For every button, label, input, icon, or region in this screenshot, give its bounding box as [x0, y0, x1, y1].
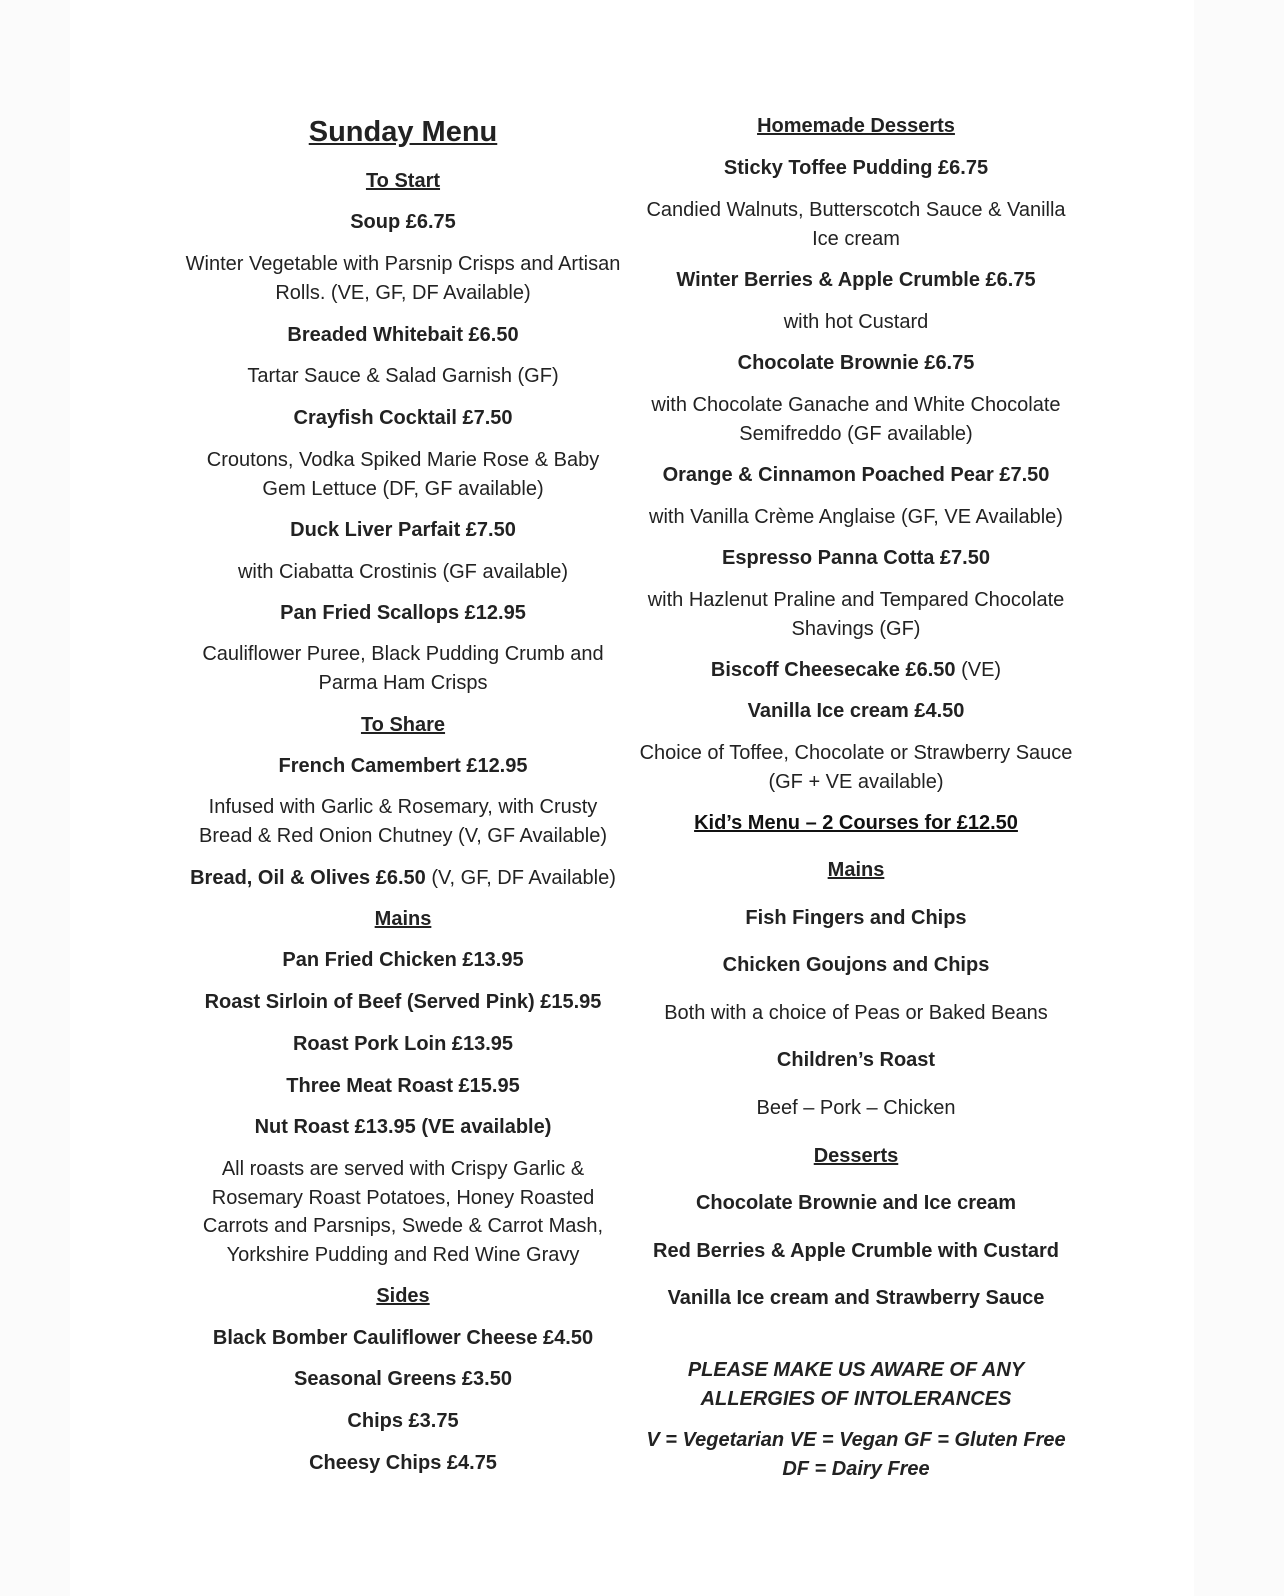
menu-item-desc: Choice of Toffee, Chocolate or Strawberry Sauce (GF + VE available)	[639, 742, 1073, 793]
menu-item-desc: with Hazlenut Praline and Tempared Chocolate Shavings (GF)	[647, 589, 1065, 640]
menu-item-name: Chips £3.75	[347, 1410, 459, 1432]
menu-item-name: Crayfish Cocktail £7.50	[293, 407, 513, 429]
menu-item-name: Vanilla Ice cream £4.50	[747, 700, 965, 722]
menu-item-name: Cheesy Chips £4.75	[309, 1452, 497, 1474]
menu-item-name: Winter Berries & Apple Crumble £6.75	[676, 269, 1036, 291]
kids-item: Chocolate Brownie and Ice cream	[695, 1192, 1017, 1214]
menu-item-name: Biscoff Cheesecake £6.50	[710, 659, 956, 681]
menu-item	[626, 656, 1086, 685]
menu-item-name: Espresso Panna Cotta £7.50	[722, 547, 990, 569]
menu-item-name: French Camembert £12.95	[278, 755, 528, 777]
menu-item-desc: with hot Custard	[783, 311, 929, 333]
menu-item-name: Breaded Whitebait £6.50	[287, 324, 519, 346]
kids-desserts-heading: Desserts	[813, 1145, 899, 1167]
menu-item-name: Bread, Oil & Olives £6.50	[190, 867, 426, 889]
section-heading-to-share: To Share	[360, 714, 446, 736]
section-heading-desserts: Homemade Desserts	[757, 115, 955, 137]
menu-item-name: Roast Pork Loin £13.95	[292, 1033, 514, 1055]
kids-item: Vanilla Ice cream and Strawberry Sauce	[667, 1287, 1045, 1309]
mains-note: All roasts are served with Crispy Garlic & Rosemary Roast Potatoes, Honey Roasted Carrots and Parsnips, Swede & Carrot Mash, Yorkshire Pudding and Red Wine Gravy	[202, 1158, 604, 1266]
kids-mains-note: Both with a choice of Peas or Baked Beans	[664, 1002, 1048, 1024]
menu-item	[173, 864, 633, 893]
menu-item-desc: with Vanilla Crème Anglaise (GF, VE Available)	[649, 506, 1063, 528]
dietary-key: V = Vegetarian VE = Vegan GF = Gluten Free DF = Dairy Free	[646, 1429, 1066, 1480]
kids-item: Red Berries & Apple Crumble with Custard	[653, 1240, 1059, 1262]
menu-item-desc: Infused with Garlic & Rosemary, with Crusty Bread & Red Onion Chutney (V, GF Available)	[198, 796, 607, 847]
menu-item-name: Duck Liver Parfait £7.50	[290, 519, 516, 541]
menu-item-note: (VE)	[961, 659, 1002, 681]
section-heading-to-start: To Start	[365, 170, 441, 192]
menu-item-name: Chocolate Brownie £6.75	[737, 352, 975, 374]
menu-item-name: Sticky Toffee Pudding £6.75	[723, 157, 989, 179]
kids-item: Chicken Goujons and Chips	[722, 954, 990, 976]
menu-item-desc: Croutons, Vodka Spiked Marie Rose & Baby Gem Lettuce (DF, GF available)	[206, 449, 600, 500]
menu-item-name: Nut Roast £13.95 (VE available)	[254, 1116, 552, 1138]
menu-item-desc: Candied Walnuts, Butterscotch Sauce & Vanilla Ice cream	[646, 199, 1066, 250]
menu-item-name: Soup £6.75	[350, 211, 456, 233]
kids-mains-heading: Mains	[827, 859, 885, 881]
page-title: Sunday Menu	[308, 116, 498, 148]
menu-item-name: Orange & Cinnamon Poached Pear £7.50	[662, 464, 1050, 486]
kids-roast: Children’s Roast	[776, 1049, 936, 1071]
menu-item-name: Pan Fried Scallops £12.95	[280, 602, 526, 624]
menu-item-desc: Winter Vegetable with Parsnip Crisps and Artisan Rolls. (VE, GF, DF Available)	[185, 253, 621, 304]
menu-item-desc: with Ciabatta Crostinis (GF available)	[237, 561, 569, 583]
kids-menu-heading: Kid’s Menu – 2 Courses for £12.50	[694, 812, 1018, 834]
menu-item-desc: Tartar Sauce & Salad Garnish (GF)	[247, 365, 559, 387]
menu-item-name: Black Bomber Cauliflower Cheese £4.50	[212, 1327, 594, 1349]
menu-item-desc: with Chocolate Ganache and White Chocolate Semifreddo (GF available)	[651, 394, 1061, 445]
kids-item: Fish Fingers and Chips	[745, 907, 967, 929]
menu-item-name: Seasonal Greens £3.50	[294, 1368, 512, 1390]
menu-item-name: Three Meat Roast £15.95	[286, 1075, 520, 1097]
menu-item-name: Roast Sirloin of Beef (Served Pink) £15.95	[204, 991, 602, 1013]
kids-roast-note: Beef – Pork – Chicken	[756, 1097, 956, 1119]
allergy-notice: PLEASE MAKE US AWARE OF ANY ALLERGIES OF INTOLERANCES	[687, 1359, 1025, 1410]
menu-item-desc: Cauliflower Puree, Black Pudding Crumb and Parma Ham Crisps	[202, 643, 604, 694]
menu-item-name: Pan Fried Chicken £13.95	[282, 949, 524, 971]
menu-item-note: (V, GF, DF Available)	[431, 867, 616, 889]
section-heading-sides: Sides	[376, 1285, 430, 1307]
section-heading-mains: Mains	[374, 908, 432, 930]
